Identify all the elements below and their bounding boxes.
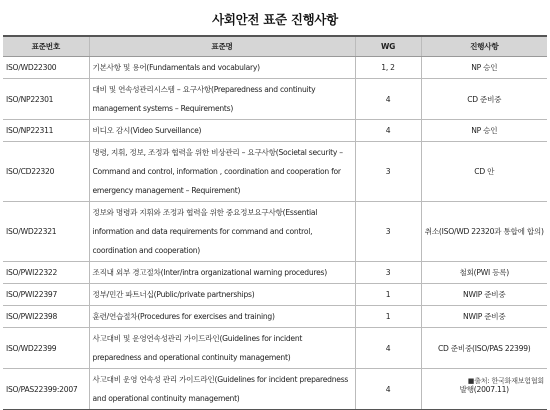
cell-number: ISO/PAS22399:2007 [3, 369, 89, 410]
cell-status: NP 승인 [421, 120, 547, 142]
cell-name: 사고대비 및 운영연속성관리 가이드라인(Guidelines for incident preparedness and operational continuity management) [89, 328, 355, 369]
table-row [3, 142, 547, 202]
cell-wg: 3 [355, 262, 421, 284]
cell-name: 대비 및 연속성관리시스템 – 요구사항(Preparedness and continuity management systems – Requirements) [89, 79, 355, 120]
cell-wg: 4 [355, 120, 421, 142]
header-number: 표준번호 [3, 36, 89, 57]
header-name: 표준명 [89, 36, 355, 57]
cell-wg: 4 [355, 328, 421, 369]
page-title: 사회안전 표준 진행사항 [212, 12, 338, 27]
standards-table [3, 35, 547, 410]
cell-wg: 3 [355, 142, 421, 202]
table-row [3, 120, 547, 142]
table-row [3, 284, 547, 306]
cell-name: 정부/민간 파트너십(Public/private partnerships) [89, 284, 355, 306]
cell-number: ISO/NP22301 [3, 79, 89, 120]
cell-status: 취소(ISO/WD 22320과 통합에 합의) [421, 202, 547, 262]
cell-wg: 1 [355, 284, 421, 306]
cell-wg: 4 [355, 369, 421, 410]
cell-status: NWIP 준비중 [421, 284, 547, 306]
cell-number: ISO/CD22320 [3, 142, 89, 202]
cell-number: ISO/PWI22398 [3, 306, 89, 328]
table-row [3, 57, 547, 79]
cell-name: 사고대비 운영 연속성 관리 가이드라인(Guidelines for incident preparedness and operational continuity management) [89, 369, 355, 410]
cell-name: 명령, 지휘, 정보, 조정과 협력을 위한 비상관리 – 요구사항(Societal security – Command and control, information , coordination and cooperation for emergency management – Requirement) [89, 142, 355, 202]
cell-number: ISO/WD22321 [3, 202, 89, 262]
cell-number: ISO/PWI22397 [3, 284, 89, 306]
cell-status: 철회(PWI 등록) [421, 262, 547, 284]
table-row [3, 262, 547, 284]
table-row [3, 306, 547, 328]
table-header-row [3, 36, 547, 57]
cell-number: ISO/PWI22322 [3, 262, 89, 284]
cell-number: ISO/WD22399 [3, 328, 89, 369]
table-row [3, 79, 547, 120]
cell-wg: 1 [355, 306, 421, 328]
table-row [3, 202, 547, 262]
cell-status: NP 승인 [421, 57, 547, 79]
cell-status: CD 안 [421, 142, 547, 202]
cell-name: 훈련/연습절차(Procedures for exercises and training) [89, 306, 355, 328]
cell-number: ISO/NP22311 [3, 120, 89, 142]
header-status: 진행사항 [421, 36, 547, 57]
cell-wg: 4 [355, 79, 421, 120]
table-row [3, 369, 547, 410]
cell-name: 기본사항 및 용어(Fundamentals and vocabulary) [89, 57, 355, 79]
cell-name: 비디오 감시(Video Surveillance) [89, 120, 355, 142]
cell-status: CD 준비중 [421, 79, 547, 120]
source-note: ■출처: 한국화재보험협회 [467, 377, 544, 385]
cell-name: 정보와 명령과 지휘와 조정과 협력을 위한 중요정보요구사항(Essential information and data requirements for command and control, coordination and cooperation) [89, 202, 355, 262]
cell-status: 발행(2007.11) [421, 369, 547, 410]
cell-status: NWIP 준비중 [421, 306, 547, 328]
cell-wg: 1, 2 [355, 57, 421, 79]
cell-name: 조직내 외부 경고절차(Inter/intra organizational warning procedures) [89, 262, 355, 284]
header-wg: WG [355, 36, 421, 57]
table-row [3, 328, 547, 369]
cell-number: ISO/WD22300 [3, 57, 89, 79]
cell-wg: 3 [355, 202, 421, 262]
cell-status: CD 준비중(ISO/PAS 22399) [421, 328, 547, 369]
